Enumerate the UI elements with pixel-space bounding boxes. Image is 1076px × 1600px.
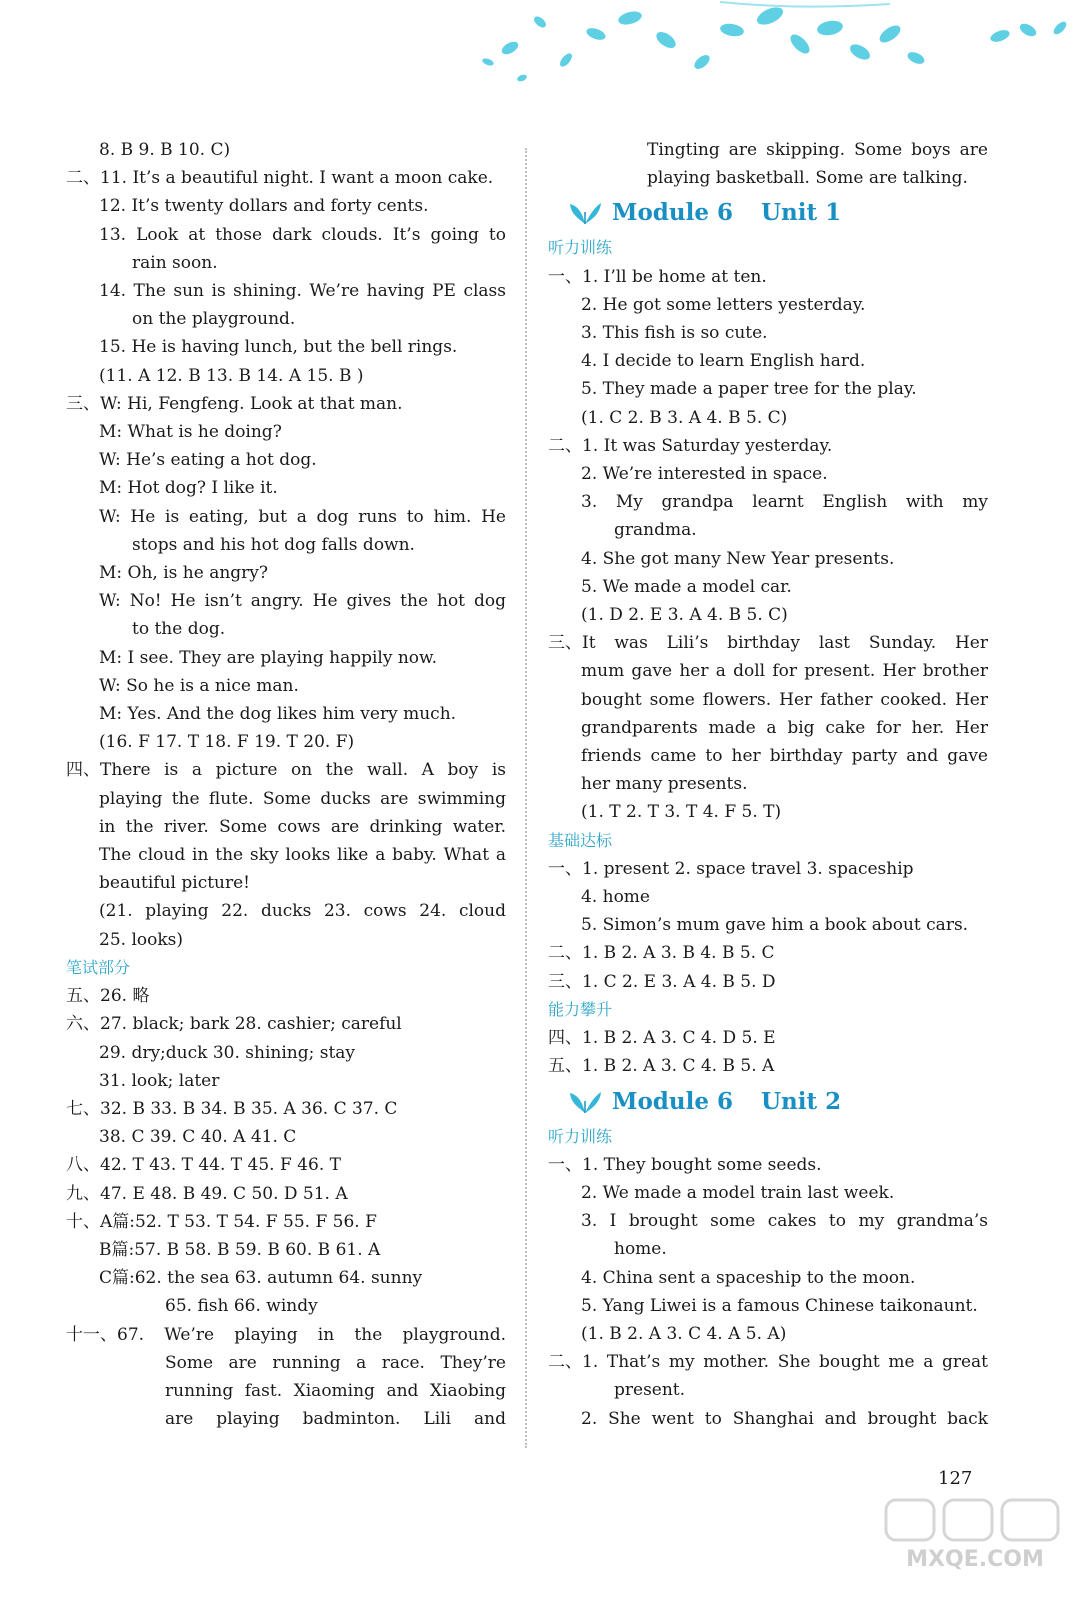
left-column (66, 136, 506, 1433)
line-text: 26. 略 (100, 986, 150, 1007)
text-line (66, 756, 506, 784)
line-text: It was Lili’s birthday last Sunday. Her (582, 633, 988, 654)
text-line (548, 714, 988, 742)
text-line (66, 813, 506, 841)
line-text: friends came to her birthday party and gave (581, 746, 988, 767)
line-text: 4. home (581, 887, 650, 908)
leaf-icon (568, 200, 602, 226)
text-line (548, 968, 988, 996)
text-line (66, 587, 506, 615)
item-number-prefix: 二、 (548, 1352, 582, 1373)
line-text: 42. T 43. T 44. T 45. F 46. T (100, 1155, 341, 1176)
line-text: playing basketball. Some are talking. (647, 168, 968, 189)
line-text: W: He’s eating a hot dog. (99, 450, 317, 471)
line-text: her many presents. (581, 774, 748, 795)
text-line (66, 926, 506, 954)
line-text: W: Hi, Fengfeng. Look at that man. (100, 393, 403, 414)
line-text: grandma. (614, 520, 697, 541)
text-line (66, 503, 506, 531)
line-text: 1. I’ll be home at ten. (582, 266, 767, 287)
line-text: B篇:57. B 58. B 59. B 60. B 61. A (99, 1239, 381, 1260)
item-number-prefix: 九、 (66, 1183, 100, 1204)
line-text: 3. I brought some cakes to my grandma’s (581, 1211, 988, 1232)
line-text: 2. We’re interested in space. (581, 464, 828, 485)
line-text: 12. It’s twenty dollars and forty cents. (99, 196, 429, 217)
line-text: 65. fish 66. windy (165, 1296, 318, 1317)
line-text: (11. A 12. B 13. B 14. A 15. B ) (99, 365, 364, 386)
line-text: M: I see. They are playing happily now. (99, 647, 437, 668)
item-number-prefix: 十、 (66, 1211, 100, 1232)
text-line (548, 742, 988, 770)
text-line (548, 164, 988, 192)
text-line (548, 1179, 988, 1207)
line-text: M: What is he doing? (99, 422, 282, 443)
line-text: mum gave her a doll for present. Her brother (581, 661, 988, 682)
text-line (66, 249, 506, 277)
section-heading: 基础达标 (548, 830, 613, 850)
text-line (548, 798, 988, 826)
line-text: in the river. Some cows are drinking water. (99, 816, 506, 837)
unit-title: Unit 2 (761, 1087, 842, 1115)
text-line (548, 291, 988, 319)
item-number-prefix: 一、 (548, 266, 582, 287)
section-heading: 能力攀升 (548, 999, 613, 1019)
text-line (548, 516, 988, 544)
line-text: 1. B 2. A 3. B 4. B 5. C (582, 943, 775, 964)
leaf-icon (568, 1089, 602, 1115)
line-text: There is a picture on the wall. A boy is (100, 760, 506, 781)
text-line (66, 164, 506, 192)
item-number-prefix: 五、 (66, 986, 100, 1007)
line-text: 38. C 39. C 40. A 41. C (99, 1127, 297, 1148)
text-line (66, 192, 506, 220)
line-text: on the playground. (132, 309, 296, 330)
text-line (548, 855, 988, 883)
text-line (548, 136, 988, 164)
line-text: 25. looks) (99, 929, 184, 950)
line-text: 15. He is having lunch, but the bell rings. (99, 337, 458, 358)
text-line (66, 474, 506, 502)
text-line (66, 446, 506, 474)
line-text: 1. They bought some seeds. (582, 1154, 822, 1175)
right-column (548, 136, 988, 1433)
text-line (548, 545, 988, 573)
text-line (548, 432, 988, 460)
item-number-prefix: 十一、 (66, 1324, 117, 1345)
line-text: are playing badminton. Lili and (165, 1409, 506, 1430)
item-number-prefix: 二、 (66, 168, 100, 189)
text-line (548, 601, 988, 629)
text-line (66, 1039, 506, 1067)
line-text: M: Hot dog? I like it. (99, 478, 278, 499)
line-text: The cloud in the sky looks like a baby. What a (99, 845, 506, 866)
text-line (66, 1067, 506, 1095)
module-heading (548, 1081, 988, 1123)
line-text: M: Yes. And the dog likes him very much. (99, 704, 457, 725)
text-line (548, 1151, 988, 1179)
text-line (548, 629, 988, 657)
module-heading (548, 192, 988, 234)
text-line (66, 1321, 506, 1349)
text-line (66, 869, 506, 897)
text-line (548, 657, 988, 685)
text-line (66, 1349, 506, 1377)
text-line (66, 1010, 506, 1038)
line-text: 1. C 2. E 3. A 4. B 5. D (582, 971, 776, 992)
line-text: 3. This fish is so cute. (581, 323, 768, 344)
text-line (548, 1320, 988, 1348)
text-line (66, 136, 506, 164)
text-line (66, 1292, 506, 1320)
text-line (66, 644, 506, 672)
line-text: 5. Simon’s mum gave him a book about cars. (581, 915, 969, 936)
line-text: 1. It was Saturday yesterday. (582, 435, 833, 456)
text-line (548, 1264, 988, 1292)
item-number-prefix: 八、 (66, 1155, 100, 1176)
line-text: 4. She got many New Year presents. (581, 548, 895, 569)
line-text: rain soon. (132, 252, 218, 273)
line-text: W: No! He isn’t angry. He gives the hot dog (99, 591, 506, 612)
module-title: Module 6 (612, 199, 733, 227)
text-line (66, 728, 506, 756)
text-line (66, 305, 506, 333)
text-line (548, 770, 988, 798)
item-number-prefix: 四、 (66, 760, 100, 781)
text-line (548, 1405, 988, 1433)
text-line (66, 531, 506, 559)
text-line (548, 1207, 988, 1235)
watermark-logo (882, 1494, 1068, 1574)
module-title: Module 6 (612, 1087, 733, 1115)
column-divider (525, 148, 527, 1448)
text-line (66, 1236, 506, 1264)
text-line (66, 841, 506, 869)
text-line (66, 615, 506, 643)
line-text: playing the flute. Some ducks are swimming (99, 788, 506, 809)
section-heading: 听力训练 (548, 1126, 613, 1146)
text-line (548, 1235, 988, 1263)
item-number-prefix: 四、 (548, 1028, 582, 1049)
line-text: 67. We’re playing in the playground. (117, 1324, 506, 1345)
line-text: W: So he is a nice man. (99, 675, 299, 696)
section-heading: 笔试部分 (66, 957, 131, 977)
text-line (66, 1180, 506, 1208)
line-text: 32. B 33. B 34. B 35. A 36. C 37. C (100, 1098, 398, 1119)
line-text: (1. B 2. A 3. C 4. A 5. A) (581, 1323, 787, 1344)
line-text: to the dog. (132, 619, 226, 640)
line-text: (1. T 2. T 3. T 4. F 5. T) (581, 802, 782, 823)
line-text: present. (614, 1380, 686, 1401)
line-text: bought some flowers. Her father cooked. Her (581, 689, 988, 710)
text-line (66, 982, 506, 1010)
item-number-prefix: 五、 (548, 1056, 582, 1077)
line-text: 1. present 2. space travel 3. spaceship (582, 858, 914, 879)
item-number-prefix: 三、 (548, 633, 582, 654)
text-line (548, 883, 988, 911)
text-line (66, 1264, 506, 1292)
line-text: Some are running a race. They’re (165, 1352, 506, 1373)
text-line (66, 277, 506, 305)
text-line (548, 460, 988, 488)
unit-title: Unit 1 (761, 199, 842, 227)
item-number-prefix: 一、 (548, 858, 582, 879)
line-text: 11. It’s a beautiful night. I want a moon cake. (100, 168, 494, 189)
line-text: 8. B 9. B 10. C) (99, 140, 231, 160)
line-text: C篇:62. the sea 63. autumn 64. sunny (99, 1268, 423, 1289)
item-number-prefix: 一、 (548, 1154, 582, 1175)
line-text: 4. China sent a spaceship to the moon. (581, 1267, 916, 1288)
text-line (548, 375, 988, 403)
line-text: Tingting are skipping. Some boys are (647, 140, 988, 160)
line-text: (16. F 17. T 18. F 19. T 20. F) (99, 732, 355, 753)
item-number-prefix: 三、 (66, 393, 100, 414)
item-number-prefix: 三、 (548, 971, 582, 992)
line-text: (21. playing 22. ducks 23. cows 24. cloud (99, 901, 506, 922)
line-text: 2. She went to Shanghai and brought back (581, 1408, 988, 1429)
text-line (548, 911, 988, 939)
text-line (66, 672, 506, 700)
text-line (548, 263, 988, 291)
line-text: (1. D 2. E 3. A 4. B 5. C) (581, 605, 788, 626)
text-line (548, 488, 988, 516)
line-text: (1. C 2. B 3. A 4. B 5. C) (581, 407, 788, 428)
svg-text:MXQE.COM: MXQE.COM (906, 1547, 1044, 1572)
item-number-prefix: 二、 (548, 435, 582, 456)
line-text: 2. We made a model train last week. (581, 1182, 895, 1203)
line-text: 27. black; bark 28. cashier; careful (100, 1014, 402, 1035)
leaf-banner-decoration (470, 0, 1076, 110)
text-line (548, 686, 988, 714)
line-text: 3. My grandpa learnt English with my (581, 492, 988, 513)
text-line (66, 1095, 506, 1123)
item-number-prefix: 二、 (548, 943, 582, 964)
text-line (66, 785, 506, 813)
text-line (548, 404, 988, 432)
text-line (66, 390, 506, 418)
text-line (548, 1348, 988, 1376)
line-text: 31. look; later (99, 1070, 220, 1091)
line-text: 1. B 2. A 3. C 4. D 5. E (582, 1028, 776, 1049)
line-text: stops and his hot dog falls down. (132, 534, 415, 555)
line-text: grandparents made a big cake for her. Her (581, 717, 988, 738)
text-line (66, 897, 506, 925)
text-line (66, 559, 506, 587)
line-text: 5. Yang Liwei is a famous Chinese taikonaunt. (581, 1295, 978, 1316)
section-heading: 听力训练 (548, 238, 613, 258)
text-line (548, 1376, 988, 1404)
text-line (66, 418, 506, 446)
text-line (66, 333, 506, 361)
text-line (66, 700, 506, 728)
line-text: 1. B 2. A 3. C 4. B 5. A (582, 1056, 775, 1077)
line-text: 14. The sun is shining. We’re having PE class (99, 281, 506, 302)
item-number-prefix: 七、 (66, 1098, 100, 1119)
text-line (548, 1052, 988, 1080)
text-line (66, 1123, 506, 1151)
line-text: 1. That’s my mother. She bought me a great (582, 1352, 988, 1373)
text-line (548, 939, 988, 967)
text-line (548, 1292, 988, 1320)
line-text: running fast. Xiaoming and Xiaobing (165, 1380, 506, 1401)
text-line (548, 319, 988, 347)
page-number: 127 (938, 1468, 973, 1489)
line-text: 4. I decide to learn English hard. (581, 351, 866, 372)
line-text: 13. Look at those dark clouds. It’s going to (99, 224, 506, 245)
item-number-prefix: 六、 (66, 1014, 100, 1035)
text-line (66, 1208, 506, 1236)
line-text: 47. E 48. B 49. C 50. D 51. A (100, 1183, 348, 1204)
line-text: home. (614, 1239, 667, 1260)
text-line (548, 573, 988, 601)
line-text: 29. dry;duck 30. shining; stay (99, 1042, 356, 1063)
text-line (66, 1405, 506, 1433)
line-text: M: Oh, is he angry? (99, 563, 269, 584)
text-line (548, 1024, 988, 1052)
text-line (548, 347, 988, 375)
line-text: 5. They made a paper tree for the play. (581, 379, 917, 400)
text-line (66, 1151, 506, 1179)
line-text: 2. He got some letters yesterday. (581, 294, 866, 315)
text-line (66, 1377, 506, 1405)
line-text: beautiful picture! (99, 873, 251, 894)
text-line (66, 221, 506, 249)
line-text: W: He is eating, but a dog runs to him. He (99, 506, 506, 527)
text-line (66, 362, 506, 390)
line-text: A篇:52. T 53. T 54. F 55. F 56. F (100, 1211, 377, 1232)
line-text: 5. We made a model car. (581, 576, 792, 597)
